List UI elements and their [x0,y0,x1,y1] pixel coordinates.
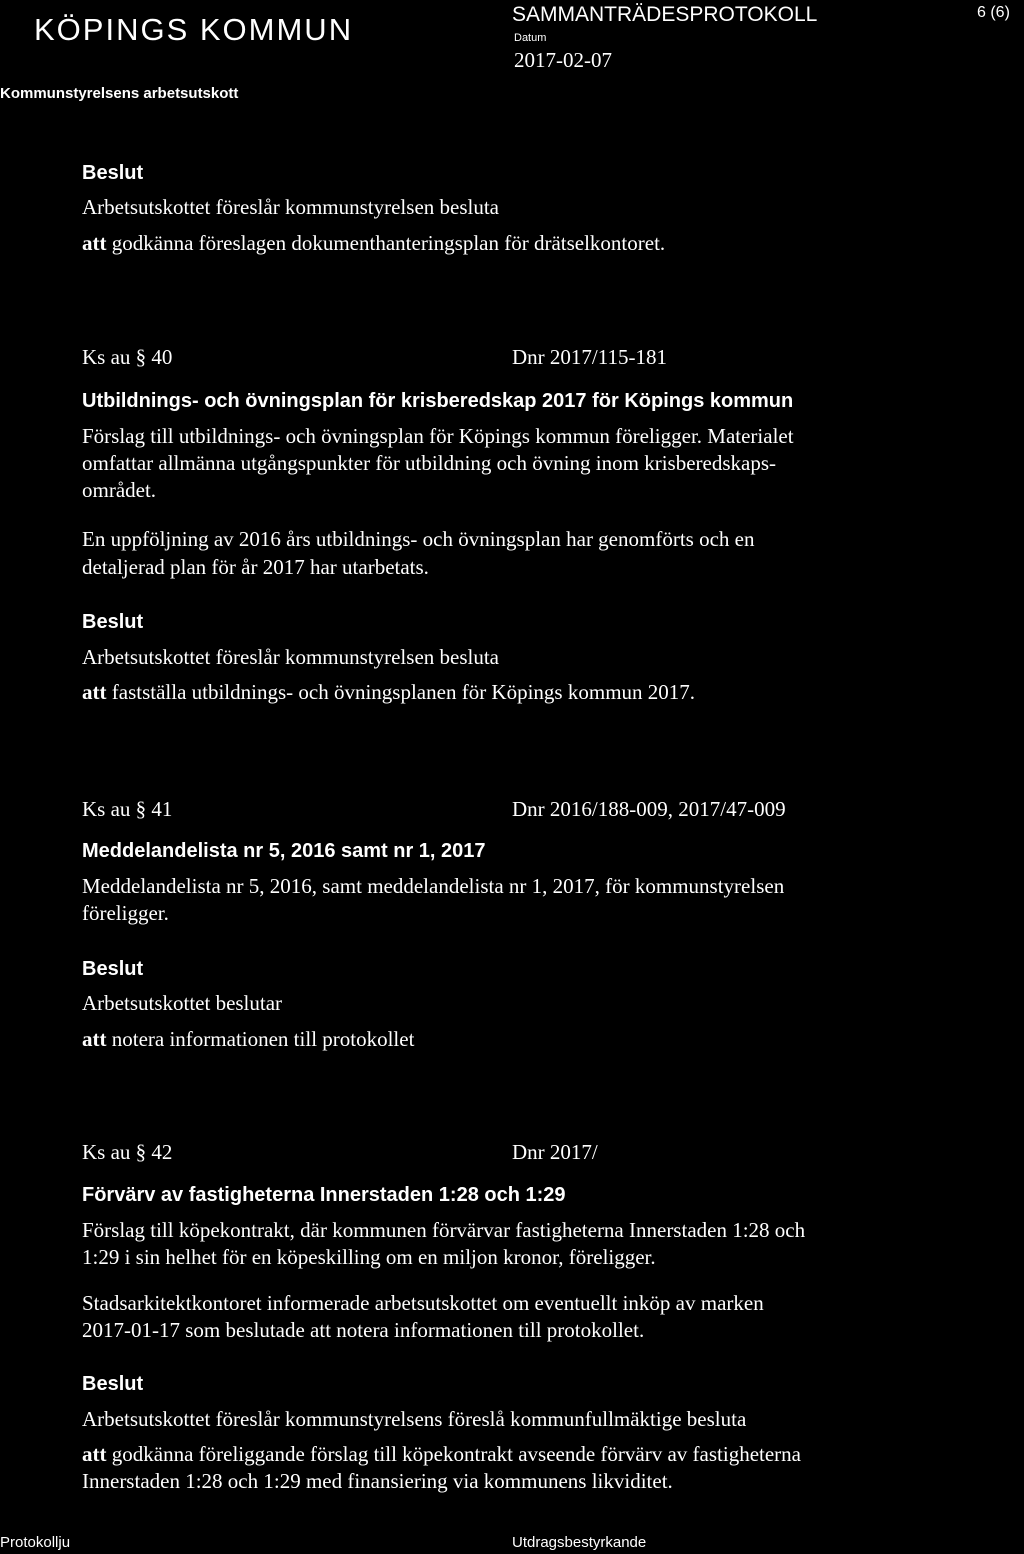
committee-name: Kommunstyrelsens arbetsutskott [0,85,239,102]
decision-body: godkänna föreliggande förslag till köpekontrakt avseende förvärv av fastigheterna [111,1442,801,1466]
paragraph-line: föreligger. [82,901,169,925]
section-reference: Ks au § 40 [82,345,173,369]
beslut-heading: Beslut [82,162,144,184]
paragraph-line: Förslag till köpekontrakt, där kommunen förvärvar fastigheterna Innerstaden 1:28 och [82,1218,806,1242]
municipality-logo-text: KÖPINGS KOMMUN [34,12,354,47]
date-label: Datum [514,32,547,44]
decision-text [82,1442,801,1467]
footer-protocol-label: Protokollju [0,1534,71,1551]
case-number: Dnr 2017/ [512,1140,598,1164]
section-reference: Ks au § 41 [82,797,173,821]
section-reference: Ks au § 42 [82,1140,173,1164]
decision-intro: Arbetsutskottet föreslår kommunstyrelsens föreslå kommunfullmäktige besluta [82,1407,747,1431]
paragraph-line: Förslag till utbildnings- och övningsplan för Köpings kommun föreligger. Materialet [82,424,794,448]
footer-extract-certification: Utdragsbestyrkande [512,1534,647,1551]
section-title: Utbildnings- och övningsplan för krisberedskap 2017 för Köpings kommun [82,390,794,412]
case-number: Dnr 2017/115-181 [512,345,667,369]
case-number: Dnr 2016/188-009, 2017/47-009 [512,797,786,821]
decision-intro: Arbetsutskottet föreslår kommunstyrelsen besluta [82,645,499,669]
paragraph-line: Meddelandelista nr 5, 2016, samt meddelandelista nr 1, 2017, för kommunstyrelsen [82,874,785,898]
decision-body: fastställa utbildnings- och övningsplanen för Köpings kommun 2017. [111,680,696,704]
decision-text [82,231,665,256]
decision-text [82,680,695,705]
section-title: Meddelandelista nr 5, 2016 samt nr 1, 2017 [82,840,486,862]
paragraph-line: detaljerad plan för år 2017 har utarbetats. [82,555,429,579]
page-number: 6 (6) [977,4,1010,21]
paragraph-line: området. [82,478,157,502]
decision-intro: Arbetsutskottet föreslår kommunstyrelsen besluta [82,195,499,219]
decision-intro: Arbetsutskottet beslutar [82,991,283,1015]
decision-body: godkänna föreslagen dokumenthanteringsplan för drätselkontoret. [111,231,666,255]
meeting-date: 2017-02-07 [514,48,612,72]
att-keyword: att [82,231,107,255]
paragraph-line: omfattar allmänna utgångspunkter för utbildning och övning inom krisberedskaps- [82,451,777,475]
beslut-heading: Beslut [82,611,144,633]
att-keyword: att [82,1027,107,1051]
section-title: Förvärv av fastigheterna Innerstaden 1:28 och 1:29 [82,1184,566,1206]
decision-text-cont: Innerstaden 1:28 och 1:29 med finansiering via kommunens likviditet. [82,1469,673,1493]
decision-text [82,1027,414,1052]
paragraph-line: 1:29 i sin helhet för en köpeskilling om en miljon kronor, föreligger. [82,1245,656,1269]
decision-body: notera informationen till protokollet [111,1027,415,1051]
document-type: SAMMANTRÄDESPROTOKOLL [512,3,818,26]
att-keyword: att [82,680,107,704]
beslut-heading: Beslut [82,1373,144,1395]
paragraph-line: Stadsarkitektkontoret informerade arbetsutskottet om eventuellt inköp av marken [82,1291,764,1315]
beslut-heading: Beslut [82,958,144,980]
paragraph-line: 2017-01-17 som beslutade att notera informationen till protokollet. [82,1318,645,1342]
att-keyword: att [82,1442,107,1466]
paragraph-line: En uppföljning av 2016 års utbildnings- och övningsplan har genomförts och en [82,527,755,551]
